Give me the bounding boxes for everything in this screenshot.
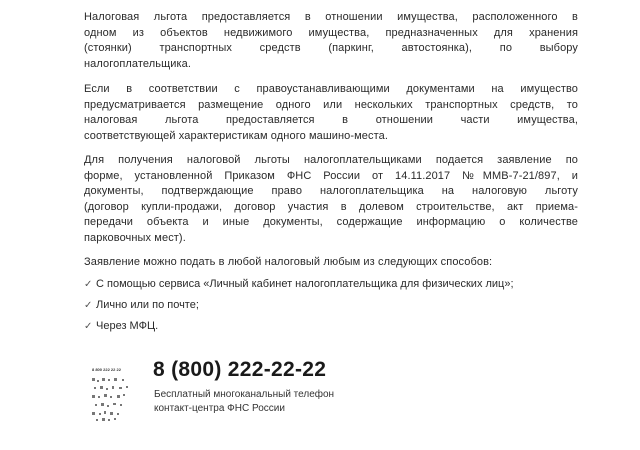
- phone-description: [154, 388, 334, 415]
- text-line: Заявление можно подать в любой налоговый любым из следующих способов:: [84, 256, 493, 268]
- list-item: [84, 319, 158, 334]
- contact-block: [88, 352, 488, 432]
- paragraph-4: [84, 255, 578, 271]
- list-item: [84, 277, 514, 292]
- text-line: налоговая льгота предоставляется в отношении части имущества,: [84, 114, 578, 126]
- paragraph-2: [84, 82, 578, 144]
- text-line: Если в соответствии с правоустанавливающими документами на имущество: [84, 83, 578, 95]
- paragraph-3: [84, 153, 578, 246]
- text-line: передачи объекта и иные документы, содержащие информацию о количестве: [84, 216, 578, 228]
- qr-caption: 8 800 222 22 22: [92, 367, 121, 372]
- list-item: [84, 298, 199, 313]
- text-line: предусматривается размещение одного или нескольких транспортных средств, то: [84, 98, 578, 111]
- text-line: Налоговая льгота предоставляется в отношении имущества, расположенного в: [84, 11, 578, 23]
- text-line: парковочных мест).: [84, 231, 186, 244]
- text-line: Для получения налоговой льготы налогоплательщиками подается заявление по: [84, 154, 578, 166]
- text-line: (стоянки) транспортных средств (паркинг, автостоянка), по выбору: [84, 42, 578, 54]
- list-item-text: С помощью сервиса «Личный кабинет налогоплательщика для физических лиц»;: [96, 278, 514, 290]
- check-icon: ✓: [84, 279, 93, 290]
- text-line: одном из объектов недвижимого имущества, предназначенных для хранения: [84, 26, 578, 39]
- text-line: налогоплательщика.: [84, 57, 192, 70]
- text-line: соответствующей характеристикам одного машино-места.: [84, 129, 389, 142]
- text-line: документы, подтверждающие право налогоплательщика на налоговую льготу: [84, 185, 578, 197]
- phone-description-line: контакт-центра ФНС России: [154, 402, 285, 414]
- check-icon: ✓: [84, 321, 93, 332]
- list-item-text: Через МФЦ.: [96, 320, 159, 332]
- text-line: (договор купли-продажи, договор участия в долевом строительстве, акт приема-: [84, 200, 578, 213]
- phone-number: 8 (800) 222-22-22: [153, 358, 327, 381]
- qr-code-icon: [92, 378, 132, 422]
- phone-description-line: Бесплатный многоканальный телефон: [154, 389, 335, 400]
- check-icon: ✓: [84, 300, 93, 311]
- list-item-text: Лично или по почте;: [96, 299, 199, 311]
- paragraph-1: [84, 10, 578, 72]
- text-line: форме, установленной Приказом ФНС России от 14.11.2017 №ММВ-7-21/897, и: [84, 169, 578, 182]
